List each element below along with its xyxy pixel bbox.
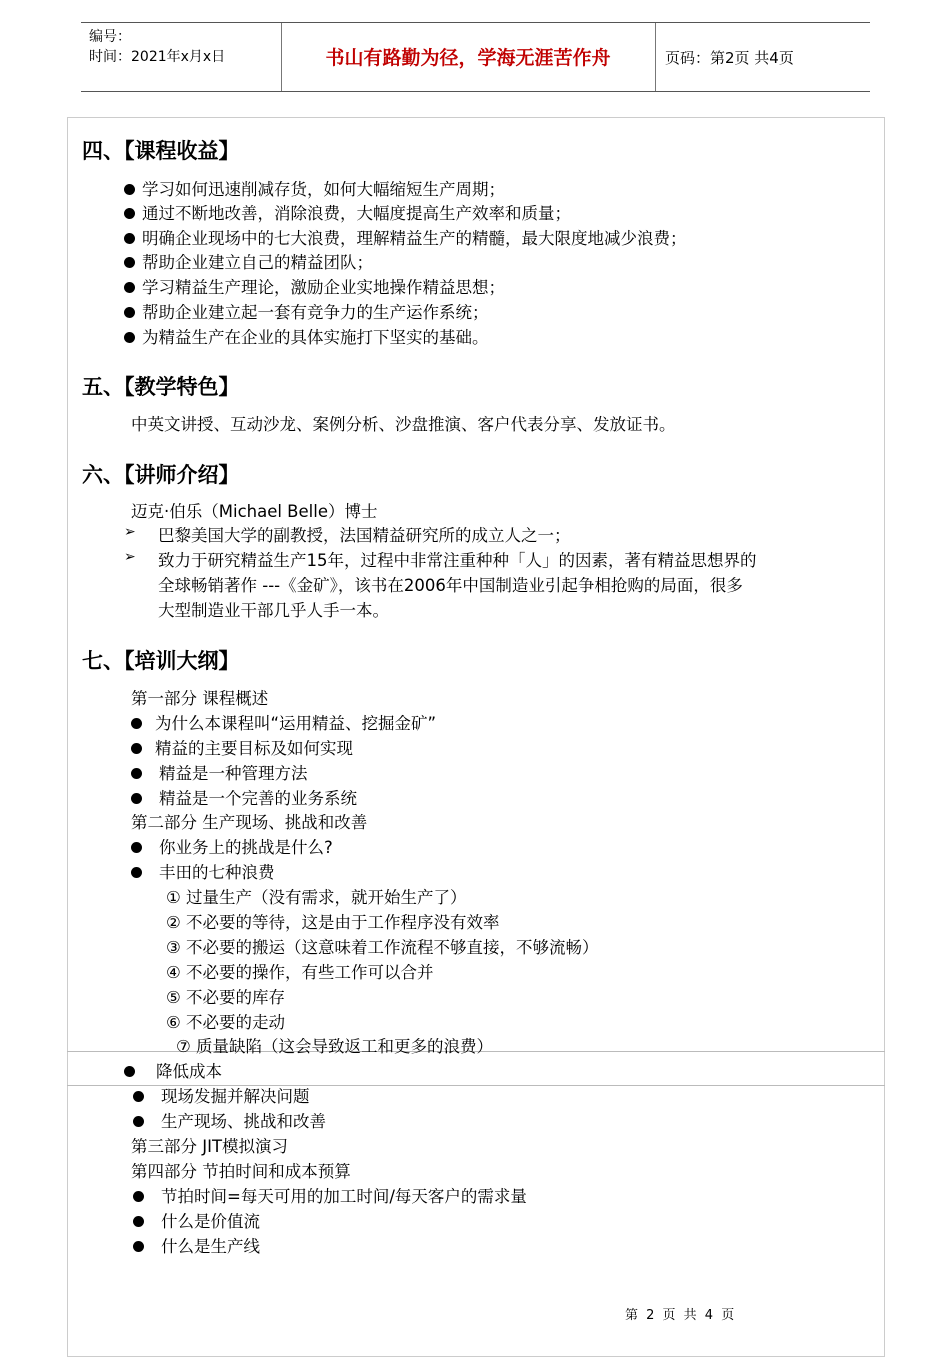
header-divider [655, 23, 656, 91]
list-item: 学习精益生产理论，激励企业实地操作精益思想； [124, 274, 505, 298]
waste-item: ① 过量生产（没有需求，就开始生产了） [166, 888, 467, 907]
page-footer: 第 2 页 共 4 页 [625, 1308, 737, 1323]
bullet-icon [133, 1216, 144, 1227]
list-item: 为精益生产在企业的具体实施打下坚实的基础。 [124, 324, 489, 348]
bullet-icon [124, 184, 135, 195]
arrow-bullet-icon: ➢ [124, 524, 136, 540]
list-item: 精益是一种管理方法 [131, 760, 308, 784]
section-title: 五、【教学特色】 [82, 375, 240, 399]
bullet-icon [133, 1241, 144, 1252]
section-title: 四、【课程收益】 [82, 139, 240, 163]
bullet-icon [124, 332, 135, 343]
lecturer-desc: 全球畅销著作 ---《金矿》，该书在2006年中国制造业引起争相抢购的局面，很多 [158, 576, 743, 595]
list-item: 什么是价值流 [133, 1208, 260, 1232]
list-item: 生产现场、挑战和改善 [133, 1108, 326, 1132]
outline-part: 第二部分 生产现场、挑战和改善 [131, 813, 368, 832]
waste-item: ④ 不必要的操作，有些工作可以合并 [166, 963, 434, 982]
header-page-code: 页码：第2页 共4页 [665, 49, 794, 67]
bullet-icon [124, 208, 135, 219]
time-label: 时间：2021年x月x日 [89, 49, 226, 65]
list-item: 明确企业现场中的七大浪费，理解精益生产的精髓，最大限度地减少浪费； [124, 225, 687, 249]
lecturer-desc: 致力于研究精益生产15年，过程中非常注重种种「人」的因素，著有精益思想界的 [158, 551, 757, 570]
page-header [81, 22, 870, 92]
bullet-icon [131, 842, 142, 853]
waste-item: ② 不必要的等待，这是由于工作程序没有效率 [166, 913, 500, 932]
bullet-icon [131, 743, 142, 754]
list-item: 精益是一个完善的业务系统 [131, 785, 357, 809]
list-item: 节拍时间=每天可用的加工时间/每天客户的需求量 [133, 1183, 527, 1207]
bullet-icon [124, 282, 135, 293]
bullet-icon [131, 718, 142, 729]
list-item: 为什么本课程叫“运用精益、挖掘金矿” [131, 710, 436, 734]
list-item: 帮助企业建立自己的精益团队； [124, 249, 373, 273]
list-item: 你业务上的挑战是什么? [131, 834, 333, 858]
outline-part: 第四部分 节拍时间和成本预算 [131, 1162, 351, 1181]
bullet-icon [131, 867, 142, 878]
bullet-icon [131, 768, 142, 779]
list-item: 丰田的七种浪费 [131, 859, 275, 883]
list-item: 降低成本 [124, 1058, 222, 1082]
list-item: 现场发掘并解决问题 [133, 1083, 310, 1107]
list-item: 精益的主要目标及如何实现 [131, 735, 353, 759]
bullet-icon [133, 1191, 144, 1202]
list-item: 什么是生产线 [133, 1233, 260, 1257]
waste-item: ⑤ 不必要的库存 [166, 988, 286, 1007]
section-title: 七、【培训大纲】 [82, 649, 240, 673]
outline-part: 第三部分 JIT模拟演习 [131, 1137, 289, 1156]
bullet-icon [124, 1066, 135, 1077]
list-item: 通过不断地改善，消除浪费，大幅度提高生产效率和质量； [124, 200, 571, 224]
bullet-icon [124, 257, 135, 268]
waste-item: ⑦ 质量缺陷（这会导致返工和更多的浪费） [176, 1037, 494, 1056]
teaching-features: 中英文讲授、互动沙龙、案例分析、沙盘推演、客户代表分享、发放证书。 [131, 415, 676, 434]
lecturer-desc: 巴黎美国大学的副教授，法国精益研究所的成立人之一； [158, 526, 571, 545]
list-item: 学习如何迅速削减存货，如何大幅缩短生产周期； [124, 176, 505, 200]
header-motto: 书山有路勤为径，学海无涯苦作舟 [325, 47, 611, 69]
bullet-icon [133, 1116, 144, 1127]
number-label: 编号： [89, 29, 131, 45]
list-item: 帮助企业建立起一套有竞争力的生产运作系统； [124, 299, 489, 323]
bullet-icon [131, 793, 142, 804]
bullet-icon [133, 1091, 144, 1102]
waste-item: ⑥ 不必要的走动 [166, 1013, 286, 1032]
bullet-icon [124, 233, 135, 244]
header-meta [89, 27, 225, 67]
arrow-bullet-icon: ➢ [124, 549, 136, 565]
bullet-icon [124, 307, 135, 318]
lecturer-name: 迈克·伯乐（Michael Belle）博士 [131, 502, 378, 521]
outline-part: 第一部分 课程概述 [131, 689, 269, 708]
section-title: 六、【讲师介绍】 [82, 463, 240, 487]
lecturer-desc: 大型制造业干部几乎人手一本。 [158, 601, 389, 620]
waste-item: ③ 不必要的搬运（这意味着工作流程不够直接，不够流畅） [166, 938, 599, 957]
